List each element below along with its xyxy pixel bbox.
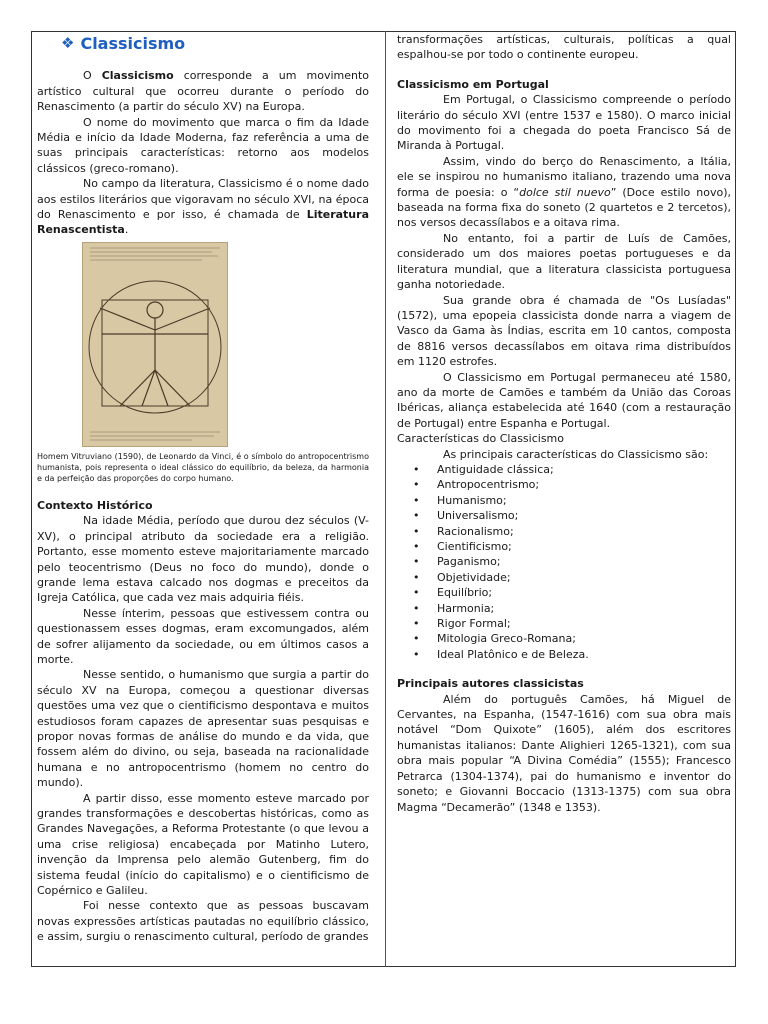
list-item: • Equilíbrio; bbox=[413, 586, 493, 600]
portugal-paragraph-1: Em Portugal, o Classicismo compreende o período literário do século XVI (entre 1537 e 1580). O marco inicial do movimento foi a chegada do poeta Francisco Sá de Miranda à Portugal. bbox=[397, 93, 731, 153]
list-item: • Ideal Platônico e de Beleza. bbox=[413, 647, 589, 661]
title-block bbox=[61, 36, 369, 51]
bullet-icon: • bbox=[413, 478, 420, 492]
left-column bbox=[37, 36, 369, 945]
bullet-icon: • bbox=[413, 524, 420, 538]
contexto-paragraph-1: Na idade Média, período que durou dez séculos (V-XV), o principal atributo da sociedade era a religião. Portanto, esse momento esteve majoritariamente marcado pelo teocentrismo (Deus no foco do mundo), donde o grande lema estava calcado nos dogmas e preceitos da Igreja Católica, que cada vez mais adquiria fiéis. bbox=[37, 514, 369, 605]
list-item: • Objetividade; bbox=[413, 570, 511, 584]
bullet-icon: • bbox=[413, 617, 420, 631]
contexto-continuation: transformações artísticas, culturais, políticas a qual espalhou-se por todo o continente europeu. bbox=[397, 33, 731, 62]
section-heading-portugal: Classicismo em Portugal bbox=[397, 77, 549, 91]
contexto-paragraph-2: Nesse ínterim, pessoas que estivessem contra ou questionassem esses dogmas, eram excomungados, além de sofrer alijamento da sociedade, ou em últimos casos a morte. bbox=[37, 606, 369, 666]
intro-paragraph-2: O nome do movimento que marca o fim da Idade Média e início da Idade Moderna, faz referência a uma de suas principais características: retorno aos modelos clássicos (greco-romano). bbox=[37, 115, 369, 175]
page-title: Classicismo bbox=[80, 34, 186, 53]
intro-paragraph-1: O Classicismo corresponde a um movimento artístico cultural que ocorreu durante o período do Renascimento (a partir do século XV) na Europa. bbox=[37, 69, 370, 114]
spacer bbox=[397, 63, 731, 77]
spacer bbox=[397, 662, 731, 676]
bullet-icon: • bbox=[413, 462, 420, 476]
caracteristicas-intro: As principais características do Classicismo são: bbox=[443, 447, 709, 461]
contexto-paragraph-3: Nesse sentido, o humanismo que surgia a partir do século XV na Europa, começou a questionar diversas questões uma vez que o cientificismo despontava e muitos estudiosos foram capazes de apresentar suas pesquisas e propor novas formas de análise do mundo e da vida, que fossem além do divino, ou seja, baseada na racionalidade humana e no antropocentrismo (homem no centro do mundo). bbox=[37, 668, 369, 790]
list-item: • Universalismo; bbox=[413, 509, 519, 523]
section-heading-caracteristicas: Características do Classicismo bbox=[397, 432, 564, 446]
bullet-icon: • bbox=[413, 509, 420, 523]
portugal-paragraph-4: Sua grande obra é chamada de "Os Lusíadas" (1572), uma epopeia classicista donde narra a viagem de Vasco da Gama às Índias, escrita em 10 cantos, composta de 8816 versos decassílabos em oitava rima distribuídos em 1120 estrofes. bbox=[397, 293, 731, 369]
bullet-icon: • bbox=[413, 647, 420, 661]
autores-paragraph: Além do português Camões, há Miguel de Cervantes, na Espanha, (1547-1616) com sua obra mais notável “Dom Quixote” (1605), além dos escritores humanistas italianos: Dante Alighieri 1265-1321), com sua obra mais popular “A Divina Comédia” (1555); Francesco Petrarca (1304-1374), pai do humanismo e inventor do soneto; e Giovanni Boccacio (1313-1375) com sua obra Magma “Decamerão” (1348 e 1353). bbox=[397, 692, 731, 814]
bullet-icon: • bbox=[413, 555, 420, 569]
bullet-icon: • bbox=[413, 632, 420, 646]
list-item: • Harmonia; bbox=[413, 601, 495, 615]
vitruvian-man-image bbox=[82, 242, 228, 447]
portugal-paragraph-2: Assim, vindo do berço do Renascimento, a Itália, ele se inspirou no humanismo italiano, trazendo uma nova forma de poesia: o “dolce stil nuevo” (Doce estilo novo), baseada na forma fixa do soneto (2 quartetos e 2 tercetos), nos versos decassílabos e a oitava rima. bbox=[397, 154, 731, 230]
bullet-icon: • bbox=[413, 493, 420, 507]
portugal-paragraph-3: No entanto, foi a partir de Luís de Camões, considerado um dos maiores poetas portugueses e da literatura mundial, que a literatura classicista portuguesa ganha notoriedade. bbox=[397, 231, 731, 292]
bullet-icon: • bbox=[413, 601, 420, 615]
image-caption: Homem Vitruviano (1590), de Leonardo da Vinci, é o símbolo do antropocentrismo humanista, pois representa o ideal clássico do equilíbrio, da beleza, da harmonia e da perfeição das proporções do corpo humano. bbox=[37, 451, 369, 483]
column-divider bbox=[385, 31, 386, 967]
contexto-paragraph-4: A partir disso, esse momento esteve marcado por grandes transformações e descobertas históricas, como as Grandes Navegações, a Reforma Protestante (o que levou a uma crise religiosa) encabeçada por Matinho Lutero, invenção da Imprensa pelo alemão Gutenberg, fim do sistema feudal (início do capitalismo) e o cientificismo de Copérnico e Galileu. bbox=[37, 791, 369, 898]
intro-paragraph-3: No campo da literatura, Classicismo é o nome dado aos estilos literários que vigoravam no século XVI, na época do Renascimento e por isso, é chamada de Literatura Renascentista. bbox=[37, 177, 369, 237]
section-heading-contexto: Contexto Histórico bbox=[37, 498, 153, 512]
list-item: • Rigor Formal; bbox=[413, 617, 511, 631]
list-item: • Antiguidade clássica; bbox=[413, 462, 554, 476]
bullet-icon: • bbox=[413, 586, 420, 600]
list-item: • Antropocentrismo; bbox=[413, 478, 540, 492]
list-item: • Paganismo; bbox=[413, 555, 501, 569]
list-item: • Mitologia Greco-Romana; bbox=[413, 632, 576, 646]
diamond-bullet-icon: ❖ bbox=[61, 34, 75, 52]
bullet-icon: • bbox=[413, 540, 420, 553]
section-heading-autores: Principais autores classicistas bbox=[397, 677, 584, 691]
caracteristicas-list bbox=[397, 462, 731, 662]
right-column bbox=[397, 32, 731, 815]
bullet-icon: • bbox=[413, 570, 420, 584]
contexto-paragraph-5: Foi nesse contexto que as pessoas buscavam novas expressões artísticas pautadas no equilíbrio clássico, e assim, surgiu o renascimento cultural, período de grandes bbox=[37, 899, 369, 944]
portugal-paragraph-5: O Classicismo em Portugal permaneceu até 1580, ano da morte de Camões e também da União das Coroas Ibéricas, aliança estabelecida até 1640 (com a restauração de Portugal) entre Espanha e Portugal. bbox=[397, 370, 731, 430]
list-item: • Humanismo; bbox=[413, 493, 507, 507]
vitruvian-man-drawing bbox=[82, 242, 228, 447]
list-item: • Racionalismo; bbox=[413, 524, 514, 538]
list-item: • Cientificismo; bbox=[413, 540, 512, 553]
